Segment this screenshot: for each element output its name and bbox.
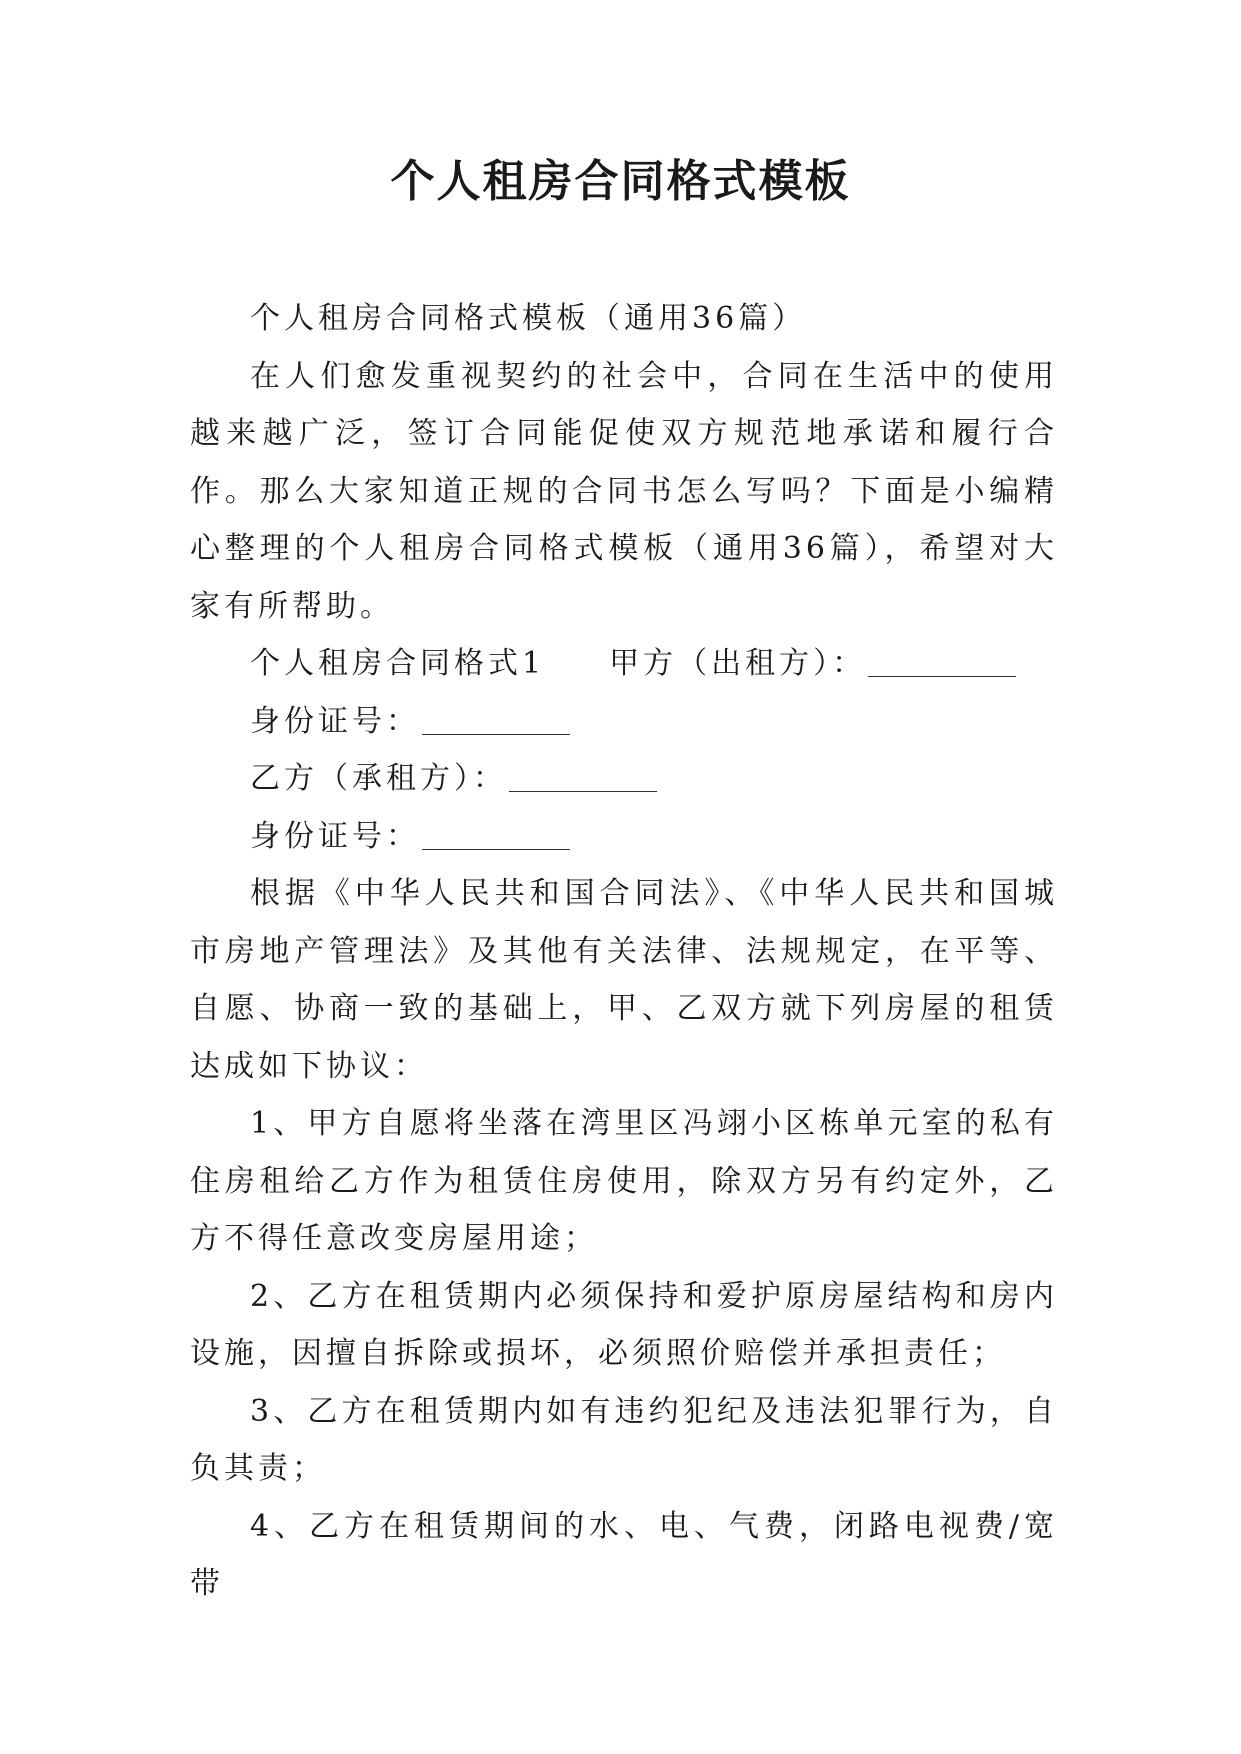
party-b-id-label: 身份证号： bbox=[250, 818, 420, 854]
party-b-id-blank bbox=[422, 819, 570, 850]
party-a-id-label: 身份证号： bbox=[250, 703, 420, 739]
subtitle-paragraph: 个人租房合同格式模板（通用36篇） bbox=[250, 301, 807, 336]
party-a-label: 甲方（出租方）： bbox=[609, 646, 867, 681]
party-a-id-line bbox=[190, 693, 1058, 751]
clause-1: 1、甲方自愿将坐落在湾里区冯翊小区栋单元室的私有住房租给乙方作为租赁住房使用，除双方另有约定外，乙方不得任意改变房屋用途； bbox=[190, 1106, 1058, 1256]
party-a-blank bbox=[868, 646, 1016, 677]
section-label: 个人租房合同格式1 bbox=[250, 646, 546, 681]
party-b-line bbox=[190, 750, 1058, 808]
basis-paragraph: 根据《中华人民共和国合同法》、《中华人民共和国城市房地产管理法》及其他有关法律、法规规定，在平等、自愿、协商一致的基础上，甲、乙双方就下列房屋的租赁达成如下协议： bbox=[190, 876, 1058, 1084]
party-b-label: 乙方（承租方）： bbox=[250, 761, 507, 796]
intro-paragraph: 在人们愈发重视契约的社会中，合同在生活中的使用越来越广泛，签订合同能促使双方规范地承诺和履行合作。那么大家知道正规的合同书怎么写吗？下面是小编精心整理的个人租房合同格式模板（通用36篇），希望对大家有所帮助。 bbox=[190, 358, 1058, 624]
clause-4: 4、乙方在租赁期间的水、电、气费，闭路电视费/宽带 bbox=[190, 1508, 1058, 1601]
document-body bbox=[190, 290, 1058, 1613]
party-b-id-line bbox=[190, 808, 1058, 866]
document-title: 个人租房合同格式模板 bbox=[390, 156, 851, 207]
party-b-blank bbox=[509, 761, 657, 792]
party-a-id-blank bbox=[422, 704, 570, 735]
section-party-a-line bbox=[190, 635, 1058, 693]
clause-3: 3、乙方在租赁期内如有违约犯纪及违法犯罪行为，自负其责； bbox=[190, 1393, 1058, 1486]
clause-2: 2、乙方在租赁期内必须保持和爱护原房屋结构和房内设施，因擅自拆除或损坏，必须照价赔偿并承担责任； bbox=[190, 1278, 1058, 1371]
